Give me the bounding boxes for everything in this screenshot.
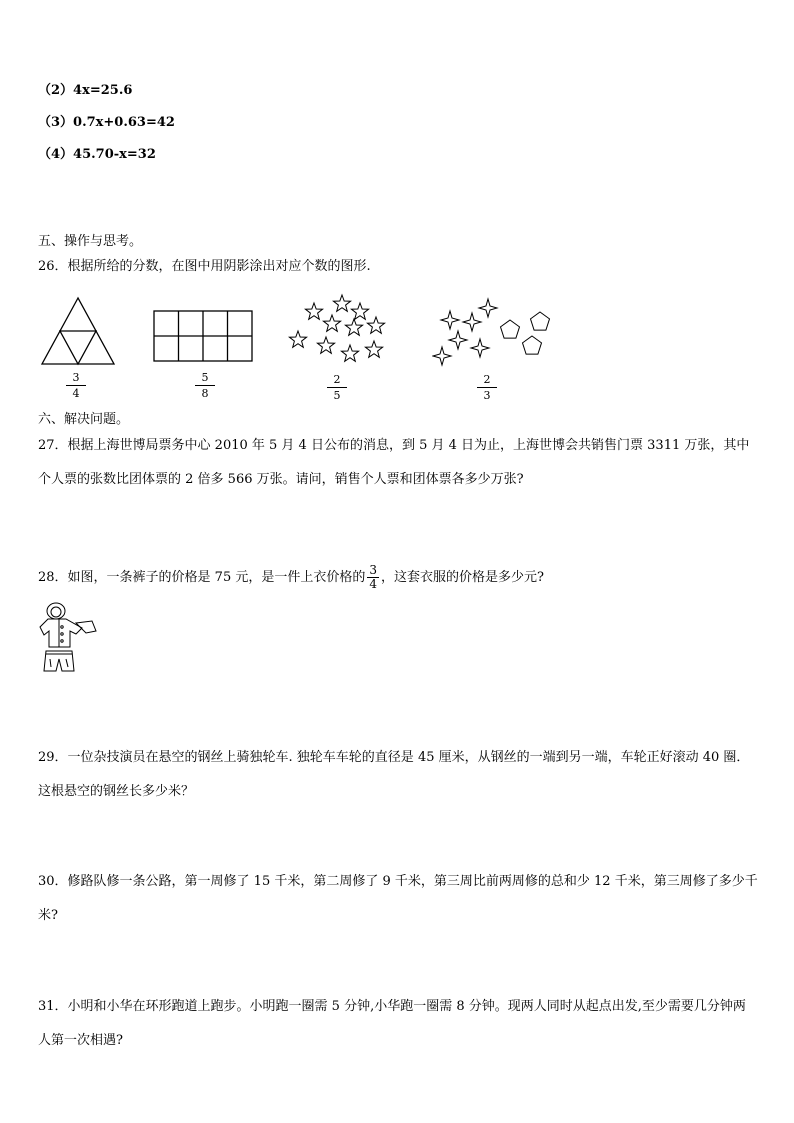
fraction-three-quarters: $\frac{3}{4}$	[369, 563, 377, 591]
star-icon	[365, 341, 382, 357]
equation-4: （4）45.70-x=32	[38, 147, 156, 162]
four-point-star-icon	[471, 339, 489, 357]
question-30-text: 30．修路队修一条公路，第一周修了 15 千米，第二周修了 9 千米，第三周比前两周修的总和少 12 千米，第三周修了多少千米?	[38, 874, 758, 923]
section-title-6: 六、解决问题。	[38, 412, 130, 427]
star-icon	[323, 315, 340, 331]
four-point-star-icon	[441, 311, 459, 329]
star-icon	[341, 345, 358, 361]
pentagon-icon	[531, 312, 550, 330]
star-icon	[289, 331, 306, 347]
equation-2: （2）4x=25.6	[38, 83, 133, 98]
fraction-2-3: $\frac{2}{3}$	[477, 373, 497, 402]
four-point-star-icon	[479, 299, 497, 317]
star-icon	[351, 303, 368, 319]
triangle-figure	[40, 296, 116, 366]
fraction-5-8: $\frac{5}{8}$	[195, 371, 215, 400]
rectangle-grid-figure	[153, 310, 253, 362]
star-icon	[345, 319, 362, 335]
stars-pentagons-figure	[432, 296, 558, 368]
pentagon-icon	[501, 320, 520, 338]
star-icon	[333, 295, 350, 311]
pentagon-icon	[523, 336, 542, 354]
section-title-5: 五、操作与思考。	[38, 234, 143, 249]
four-point-star-icon	[463, 313, 481, 331]
question-27-text: 27．根据上海世博局票务中心 2010 年 5 月 4 日公布的消息，到 5 月 4 日为止，上海世博会共销售门票 3311 万张，其中个人票的张数比团体票的 2 倍多 566 万张。请问，销售个人票和团体票各多少万张?	[38, 438, 750, 487]
question-28-text: 28．如图，一条裤子的价格是 75 元，是一件上衣价格的 $\frac{3}{4}$ ，这套衣服的价格是多少元?	[38, 563, 544, 591]
question-26-text: 26．根据所给的分数，在图中用阴影涂出对应个数的图形.	[38, 259, 371, 274]
question-29-text: 29．一位杂技演员在悬空的钢丝上骑独轮车. 独轮车车轮的直径是 45 厘米，从钢丝的一端到另一端，车轮正好滚动 40 圈．这根悬空的钢丝长多少米？	[38, 750, 750, 799]
four-point-star-icon	[449, 331, 467, 349]
clothing-illustration	[36, 601, 98, 673]
equation-3: （3）0.7x+0.63=42	[38, 115, 175, 130]
fraction-2-5: $\frac{2}{5}$	[327, 373, 347, 402]
question-31-text: 31．小明和小华在环形跑道上跑步。小明跑一圈需 5 分钟,小华跑一圈需 8 分钟。现两人同时从起点出发,至少需要几分钟两人第一次相遇?	[38, 999, 746, 1048]
four-point-star-icon	[433, 347, 451, 365]
star-icon	[317, 337, 334, 353]
star-icon	[367, 317, 384, 333]
stars-figure	[286, 292, 390, 372]
fraction-3-4: $\frac{3}{4}$	[66, 371, 86, 400]
star-icon	[305, 303, 322, 319]
